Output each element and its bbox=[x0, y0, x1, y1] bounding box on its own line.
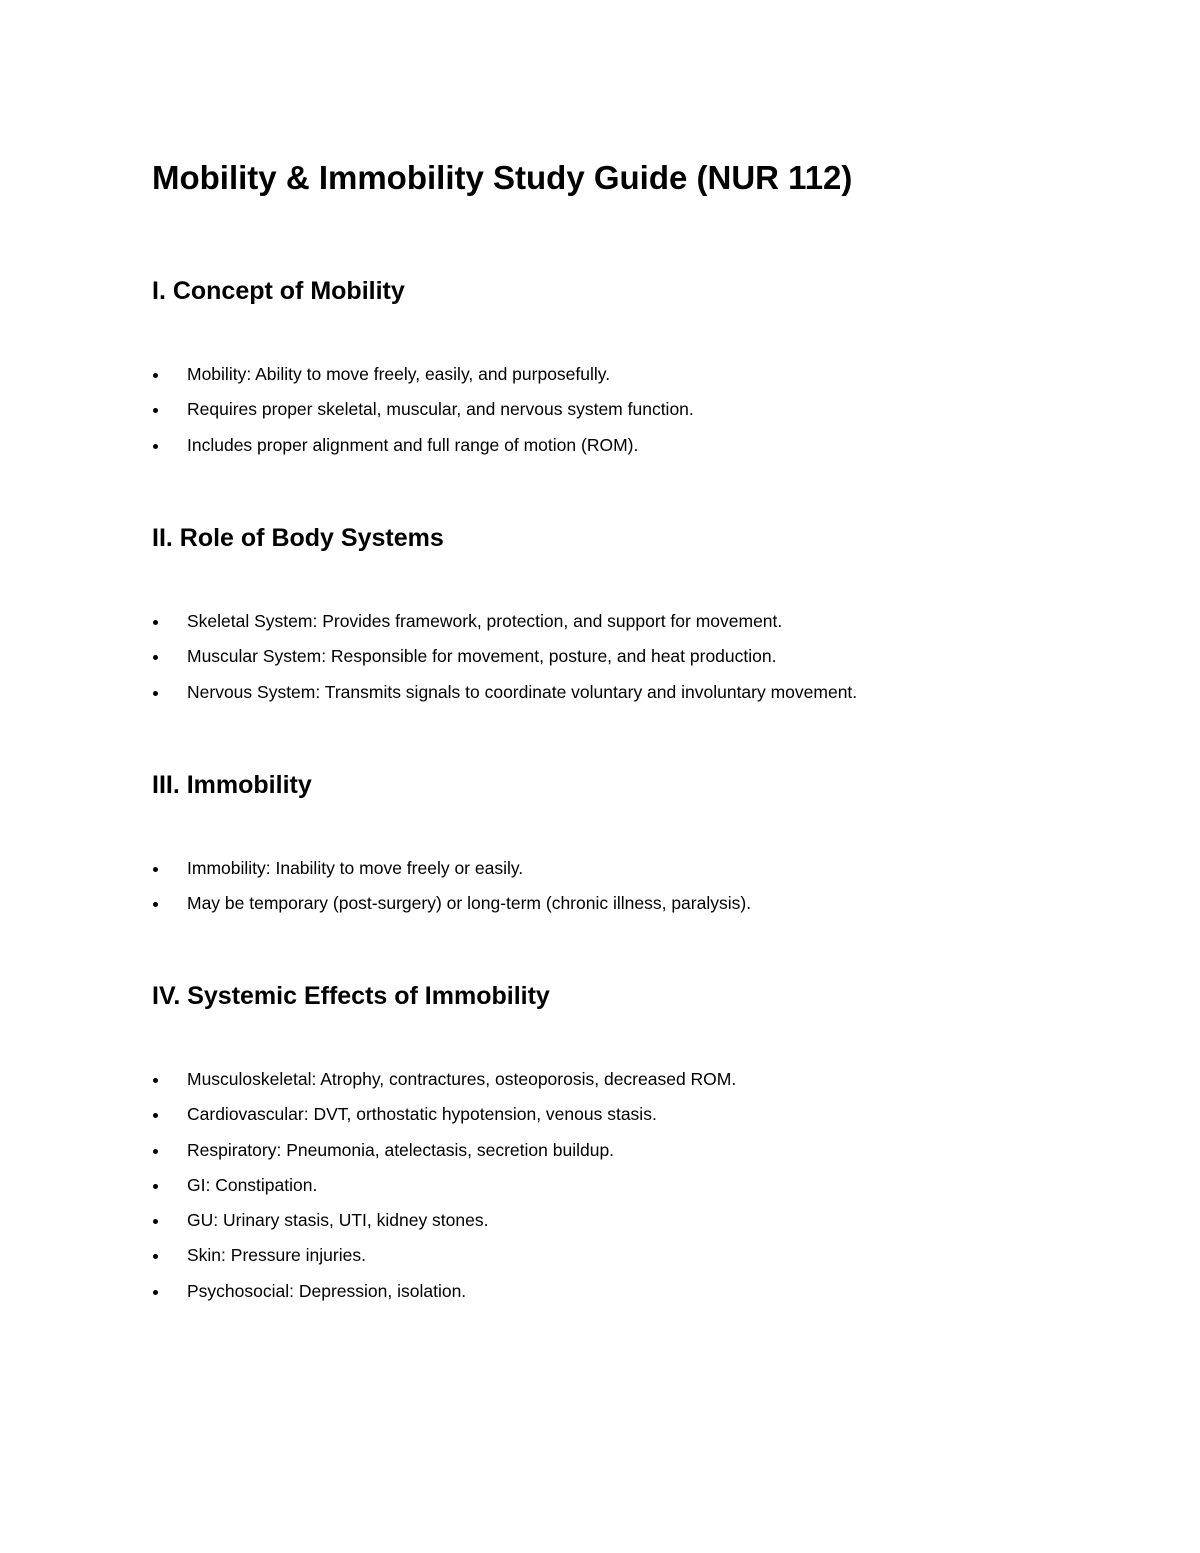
list-item bbox=[152, 604, 1112, 639]
list-item bbox=[152, 357, 1112, 392]
bullet-dot-icon bbox=[153, 867, 158, 872]
bullet-dot-icon bbox=[153, 1149, 158, 1154]
bullet-dot-icon bbox=[153, 408, 158, 413]
bullet-dot-icon bbox=[153, 1219, 158, 1224]
list-item-text: Psychosocial: Depression, isolation. bbox=[187, 1280, 467, 1301]
list-item-text: Muscular System: Responsible for movement, posture, and heat production. bbox=[187, 646, 777, 667]
list-item-text: Mobility: Ability to move freely, easily, and purposefully. bbox=[187, 364, 611, 384]
list-item-text: Includes proper alignment and full range of motion (ROM). bbox=[187, 434, 639, 455]
list-item-text: May be temporary (post-surgery) or long-term (chronic illness, paralysis). bbox=[187, 893, 752, 914]
list-item-text: Cardiovascular: DVT, orthostatic hypotension, venous stasis. bbox=[187, 1104, 657, 1125]
list-item-text: Respiratory: Pneumonia, atelectasis, secretion buildup. bbox=[187, 1139, 615, 1160]
section-heading: IV. Systemic Effects of Immobility bbox=[152, 982, 550, 1010]
bullet-dot-icon bbox=[153, 373, 158, 378]
bullet-dot-icon bbox=[153, 1184, 158, 1189]
bullet-dot-icon bbox=[153, 444, 158, 449]
list-item-text: Immobility: Inability to move freely or easily. bbox=[187, 858, 524, 878]
section-systemic-effects-of-immobility bbox=[152, 980, 1112, 1309]
section-role-of-body-systems bbox=[152, 522, 1112, 710]
list-item-text: Skeletal System: Provides framework, protection, and support for movement. bbox=[187, 611, 783, 631]
bullet-dot-icon bbox=[153, 1290, 158, 1295]
list-item-text: GI: Constipation. bbox=[187, 1174, 318, 1195]
list-item bbox=[152, 851, 1112, 886]
bullet-dot-icon bbox=[153, 1254, 158, 1259]
list-item bbox=[152, 639, 1112, 674]
section-immobility bbox=[152, 769, 1112, 922]
bullet-dot-icon bbox=[153, 655, 158, 660]
bullet-list bbox=[152, 851, 1112, 922]
list-item bbox=[152, 1274, 1112, 1309]
bullet-list bbox=[152, 1062, 1112, 1309]
list-item-text: Nervous System: Transmits signals to coordinate voluntary and involuntary movement. bbox=[187, 681, 858, 702]
bullet-dot-icon bbox=[153, 620, 158, 625]
list-item-text: Musculoskeletal: Atrophy, contractures, osteoporosis, decreased ROM. bbox=[187, 1069, 737, 1089]
bullet-dot-icon bbox=[153, 902, 158, 907]
section-concept-of-mobility bbox=[152, 275, 1112, 463]
list-item bbox=[152, 1168, 1112, 1203]
list-item bbox=[152, 1133, 1112, 1168]
section-heading: I. Concept of Mobility bbox=[152, 277, 405, 305]
list-item bbox=[152, 1097, 1112, 1132]
list-item bbox=[152, 428, 1112, 463]
section-heading: II. Role of Body Systems bbox=[152, 524, 444, 552]
bullet-dot-icon bbox=[153, 1113, 158, 1118]
list-item bbox=[152, 886, 1112, 921]
document-title: Mobility & Immobility Study Guide (NUR 112) bbox=[152, 159, 853, 196]
list-item bbox=[152, 1062, 1112, 1097]
bullet-list bbox=[152, 604, 1112, 710]
list-item bbox=[152, 392, 1112, 427]
list-item bbox=[152, 675, 1112, 710]
bullet-dot-icon bbox=[153, 691, 158, 696]
bullet-dot-icon bbox=[153, 1078, 158, 1083]
list-item bbox=[152, 1203, 1112, 1238]
list-item bbox=[152, 1238, 1112, 1273]
list-item-text: Requires proper skeletal, muscular, and nervous system function. bbox=[187, 399, 694, 420]
list-item-text: Skin: Pressure injuries. bbox=[187, 1245, 366, 1266]
list-item-text: GU: Urinary stasis, UTI, kidney stones. bbox=[187, 1210, 489, 1231]
section-heading: III. Immobility bbox=[152, 771, 312, 799]
bullet-list bbox=[152, 357, 1112, 463]
